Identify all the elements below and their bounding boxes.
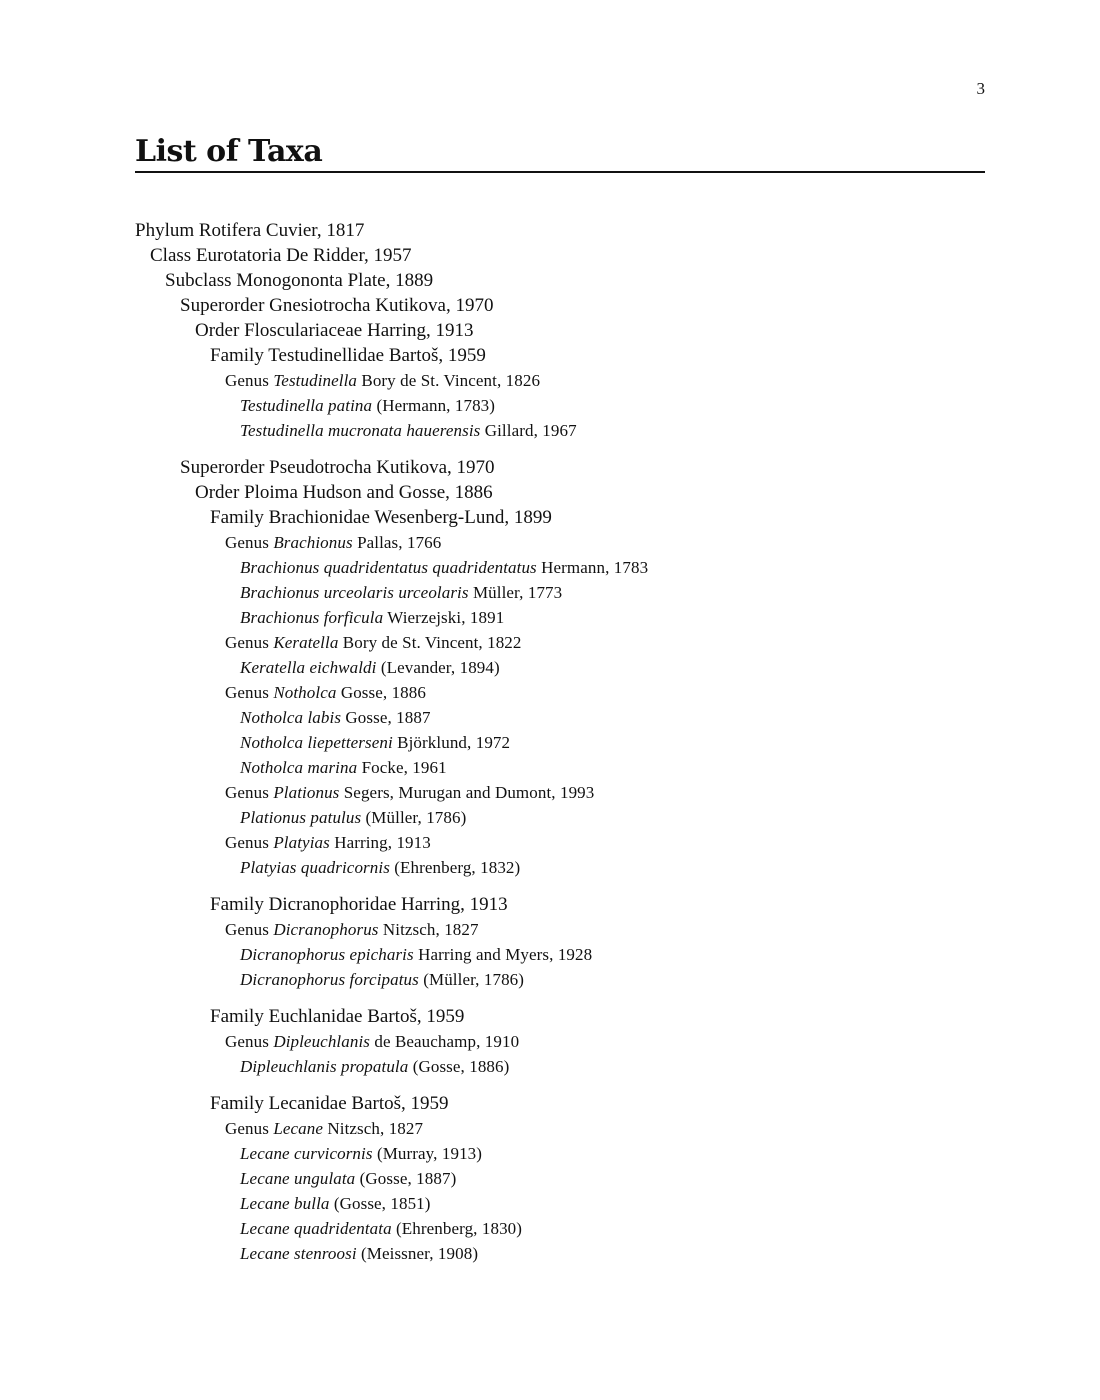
taxon-name: Notholca labis [240,708,342,727]
taxon-row [135,780,995,805]
taxon-name: Notholca marina [240,758,358,777]
taxon-name: Flosculariaceae [244,320,363,341]
taxon-rank: Genus [225,633,269,652]
taxon-row [135,243,995,268]
taxon-authority: (Meissner, 1908) [361,1244,479,1263]
taxon-name: Lecane bulla [240,1194,330,1213]
taxon-name: Lecane curvicornis [240,1144,373,1163]
taxon-name: Dicranophorus forcipatus [240,970,419,989]
taxon-row [135,917,995,942]
taxon-row [135,1091,995,1116]
taxon-name: Plationus patulus [240,808,362,827]
taxon-row [135,218,995,243]
taxon-authority: Wierzejski, 1891 [387,608,505,627]
taxon-row [135,368,995,393]
taxon-rank: Family [210,1093,264,1114]
taxon-row [135,318,995,343]
taxon-rank: Family [210,345,264,366]
taxon-row [135,293,995,318]
taxon-authority: Harring, 1913 [401,894,508,915]
taxon-name: Brachionidae [268,507,370,528]
taxon-authority: (Hermann, 1783) [376,396,496,415]
taxon-authority: Bory de St. Vincent, 1826 [361,371,541,390]
taxon-authority: Bartoš, 1959 [351,1093,449,1114]
taxon-authority: Harring, 1913 [366,320,474,341]
taxon-name: Testudinella patina [240,396,373,415]
taxon-authority: Pallas, 1766 [357,533,442,552]
taxon-row [135,268,995,293]
taxon-name: Notholca [273,683,337,702]
taxon-authority: (Müller, 1786) [423,970,525,989]
taxon-row [135,605,995,630]
taxon-name: Platyias quadricornis [240,858,390,877]
taxon-name: Brachionus forficula [240,608,384,627]
taxon-authority: Segers, Murugan and Dumont, 1993 [343,783,595,802]
taxon-name: Pseudotrocha [269,457,372,478]
taxon-name: Lecane ungulata [240,1169,356,1188]
page-title: List of Taxa [135,134,323,169]
taxon-rank: Genus [225,371,269,390]
taxon-row [135,630,995,655]
taxon-row [135,1029,995,1054]
taxon-authority: Wesenberg-Lund, 1899 [374,507,552,528]
taxon-row [135,530,995,555]
taxon-authority: Gosse, 1886 [340,683,426,702]
taxon-name: Dicranophoridae [268,894,397,915]
taxon-authority: Gillard, 1967 [484,421,577,440]
page-number: 3 [976,79,985,98]
taxon-rank: Family [210,1006,264,1027]
taxon-row [135,830,995,855]
taxon-authority: Kutikova, 1970 [375,295,494,316]
taxon-rank: Genus [225,1119,269,1138]
taxon-authority: Harring, 1913 [334,833,431,852]
taxa-list [135,218,995,1266]
taxon-authority: Müller, 1773 [472,583,563,602]
taxon-authority: (Gosse, 1886) [412,1057,510,1076]
taxon-authority: Harring and Myers, 1928 [418,945,593,964]
taxon-row [135,1141,995,1166]
taxon-name: Brachionus urceolaris urceolaris [240,583,469,602]
taxon-name: Lecane stenroosi [240,1244,357,1263]
taxon-name: Gnesiotrocha [269,295,371,316]
taxon-authority: Nitzsch, 1827 [327,1119,424,1138]
taxon-authority: (Gosse, 1887) [359,1169,457,1188]
taxon-name: Dipleuchlanis propatula [240,1057,409,1076]
taxon-name: Dicranophorus epicharis [240,945,414,964]
taxon-authority: (Ehrenberg, 1830) [396,1219,523,1238]
taxon-authority: Björklund, 1972 [397,733,511,752]
title-rule [135,171,985,173]
taxon-authority: Kutikova, 1970 [376,457,495,478]
taxon-row [135,655,995,680]
taxon-row [135,1166,995,1191]
taxon-name: Testudinella [273,371,358,390]
taxon-row [135,480,995,505]
taxon-authority: Bory de St. Vincent, 1822 [342,633,522,652]
taxon-name: Lecane [273,1119,324,1138]
taxon-rank: Superorder [180,457,265,478]
taxon-rank: Superorder [180,295,265,316]
taxon-rank: Genus [225,1032,269,1051]
taxon-name: Plationus [273,783,340,802]
taxon-row [135,343,995,368]
taxon-rank: Subclass [165,270,232,291]
taxon-rank: Genus [225,783,269,802]
taxon-authority: (Murray, 1913) [376,1144,483,1163]
taxon-rank: Family [210,507,264,528]
taxon-row [135,1116,995,1141]
taxon-name: Rotifera [198,220,262,241]
taxon-name: Dipleuchlanis [273,1032,370,1051]
taxon-row [135,418,995,443]
taxon-row [135,1191,995,1216]
taxon-name: Lecanidae [268,1093,347,1114]
taxon-name: Lecane quadridentata [240,1219,392,1238]
taxon-name: Keratella eichwaldi [240,658,377,677]
taxon-row [135,892,995,917]
taxon-name: Testudinellidae [268,345,385,366]
taxon-row [135,705,995,730]
taxon-authority: Cuvier, 1817 [265,220,365,241]
taxon-name: Monogononta [236,270,343,291]
taxon-authority: Plate, 1889 [347,270,434,291]
taxon-authority: Hermann, 1783 [541,558,649,577]
taxon-authority: Hudson and Gosse, 1886 [302,482,493,503]
taxon-rank: Genus [225,533,269,552]
taxon-row [135,1241,995,1266]
taxon-authority: (Gosse, 1851) [333,1194,431,1213]
taxon-row [135,555,995,580]
taxon-authority: De Ridder, 1957 [286,245,412,266]
taxon-authority: (Levander, 1894) [380,658,500,677]
taxon-row [135,855,995,880]
taxon-authority: (Ehrenberg, 1832) [394,858,521,877]
taxon-rank: Family [210,894,264,915]
taxon-name: Brachionus quadridentatus quadridentatus [240,558,537,577]
taxon-name: Testudinella mucronata hauerensis [240,421,481,440]
taxon-name: Platyias [273,833,330,852]
taxon-name: Dicranophorus [273,920,379,939]
taxon-name: Notholca liepetterseni [240,733,393,752]
taxon-rank: Phylum [135,220,195,241]
taxon-row [135,805,995,830]
taxon-row [135,455,995,480]
taxon-authority: Nitzsch, 1827 [382,920,479,939]
taxon-row [135,730,995,755]
taxon-row [135,1004,995,1029]
taxon-name: Brachionus [273,533,353,552]
taxon-authority: de Beauchamp, 1910 [374,1032,520,1051]
taxon-authority: (Müller, 1786) [365,808,467,827]
taxon-row [135,393,995,418]
taxon-rank: Order [195,482,240,503]
taxon-name: Ploima [244,482,298,503]
taxon-authority: Bartoš, 1959 [367,1006,465,1027]
taxon-authority: Focke, 1961 [361,758,447,777]
taxon-authority: Gosse, 1887 [345,708,431,727]
taxon-rank: Order [195,320,240,341]
taxon-row [135,580,995,605]
taxon-rank: Genus [225,920,269,939]
taxon-row [135,1054,995,1079]
taxon-rank: Class [150,245,192,266]
taxon-row [135,755,995,780]
taxon-row [135,505,995,530]
taxon-row [135,967,995,992]
taxon-row [135,942,995,967]
taxon-row [135,680,995,705]
taxon-rank: Genus [225,683,269,702]
taxon-row [135,1216,995,1241]
taxon-authority: Bartoš, 1959 [388,345,486,366]
taxon-name: Euchlanidae [268,1006,363,1027]
taxon-name: Eurotatoria [195,245,282,266]
taxon-rank: Genus [225,833,269,852]
taxon-name: Keratella [273,633,339,652]
